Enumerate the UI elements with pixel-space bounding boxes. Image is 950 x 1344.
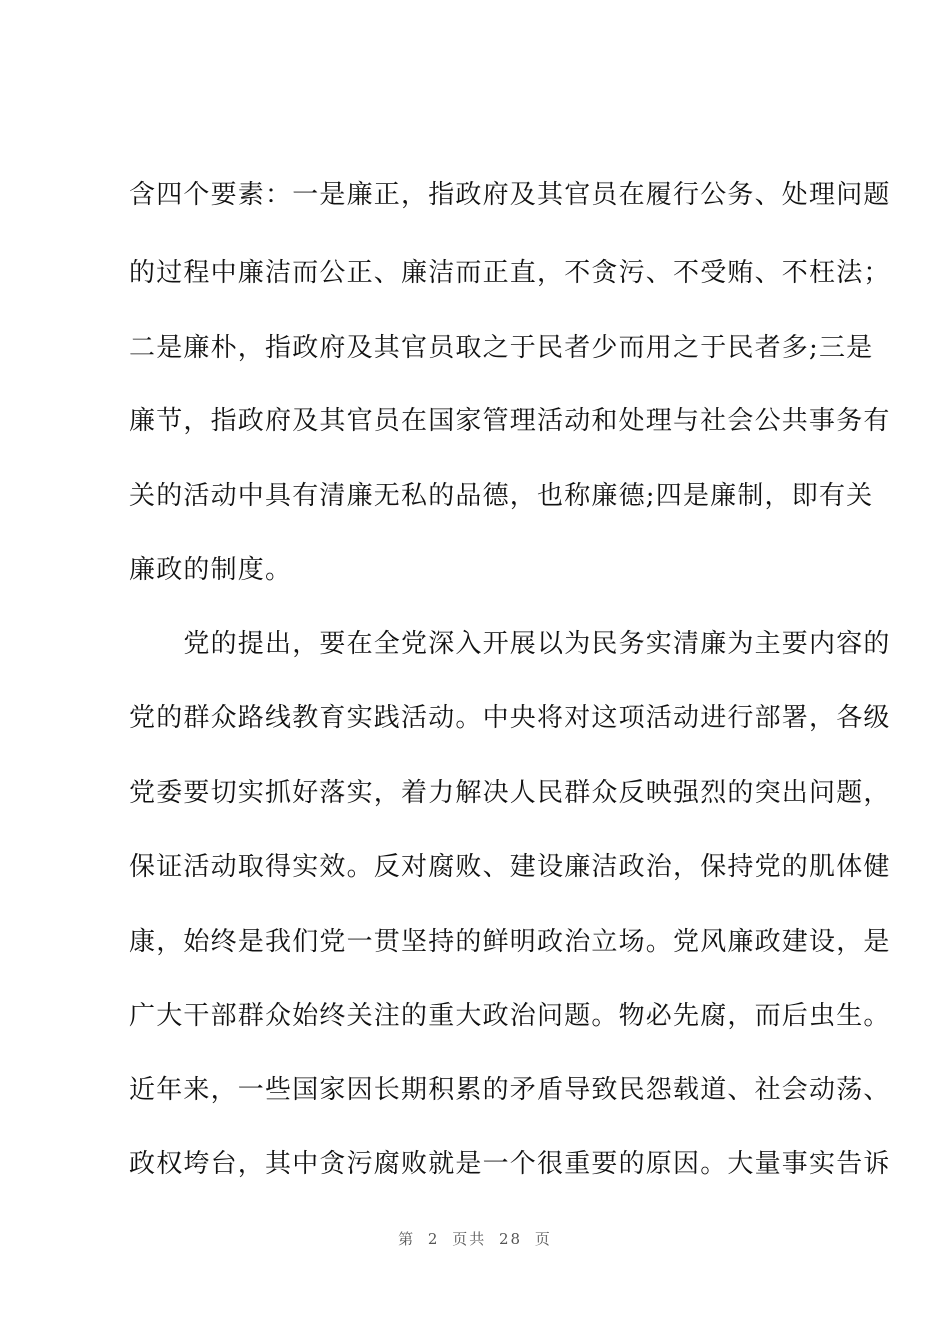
body-text-line: 廉政的制度。: [129, 555, 293, 585]
body-text-line: 的过程中廉洁而公正、廉洁而正直，不贪污、不受贿、不枉法；: [129, 258, 891, 288]
body-text-line: 康，始终是我们党一贯坚持的鲜明政治立场。党风廉政建设，是: [129, 927, 891, 957]
paragraph-first-line: 党的提出，要在全党深入开展以为民务实清廉为主要内容的: [129, 629, 891, 659]
body-text-line: 含四个要素：一是廉正，指政府及其官员在履行公务、处理问题: [129, 180, 891, 210]
body-text-line: 党的群众路线教育实践活动。中央将对这项活动进行部署，各级: [129, 703, 891, 733]
page-number-footer: 第 2 页共 28 页: [398, 1230, 552, 1248]
body-text-line: 广大干部群众始终关注的重大政治问题。物必先腐，而后虫生。: [129, 1001, 891, 1031]
body-text-line: 二是廉朴，指政府及其官员取之于民者少而用之于民者多;三是: [129, 333, 874, 363]
body-text-line: 保证活动取得实效。反对腐败、建设廉洁政治，保持党的肌体健: [129, 852, 891, 882]
body-text-line: 政权垮台，其中贪污腐败就是一个很重要的原因。大量事实告诉: [129, 1149, 891, 1179]
body-text-line: 关的活动中具有清廉无私的品德，也称廉德;四是廉制，即有关: [129, 481, 874, 511]
body-text-line: 党委要切实抓好落实，着力解决人民群众反映强烈的突出问题，: [129, 778, 891, 808]
body-text-line: 近年来，一些国家因长期积累的矛盾导致民怨载道、社会动荡、: [129, 1075, 891, 1105]
body-text-line: 廉节，指政府及其官员在国家管理活动和处理与社会公共事务有: [129, 406, 891, 436]
